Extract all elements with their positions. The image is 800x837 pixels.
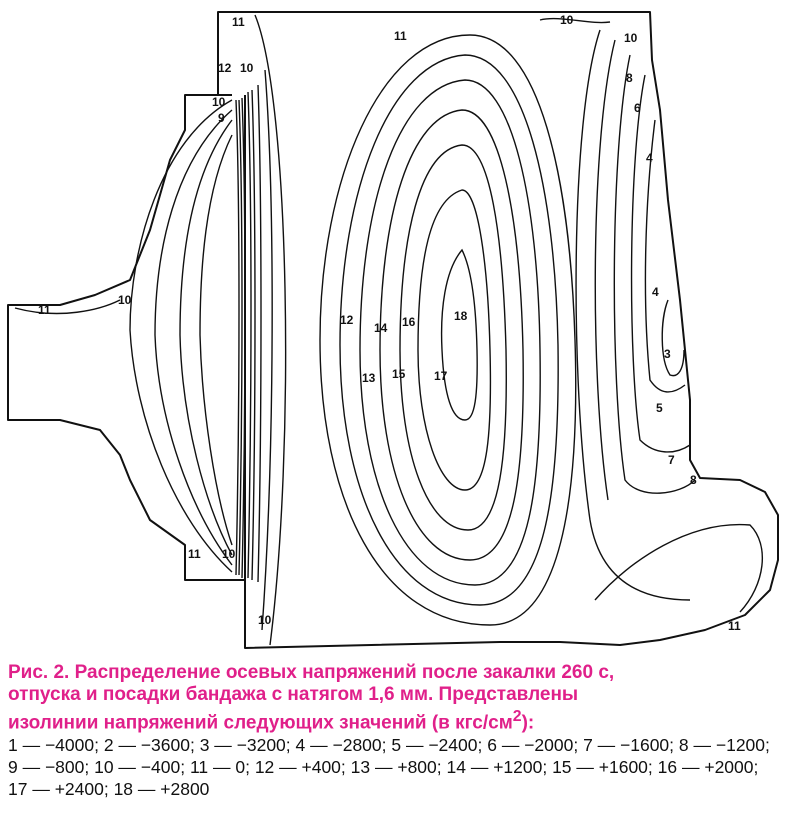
contour-label: 11: [188, 547, 201, 561]
contour-label: 12: [218, 61, 232, 75]
contour-band-11: [255, 15, 286, 645]
contour-hub-7: [200, 135, 232, 545]
contour-15: [380, 110, 523, 560]
legend-entry: 8 — −1200;: [678, 735, 770, 756]
contour-label: 11: [728, 619, 741, 633]
figure-caption: [8, 662, 794, 800]
contour-label: 4: [652, 285, 659, 299]
legend-entry: 18 — +2800: [113, 779, 210, 800]
isoline-legend: [8, 734, 794, 800]
contour-label: 10: [560, 13, 574, 27]
contour-right-10: [576, 30, 690, 600]
contour-hub-9: [155, 110, 232, 565]
contour-label: 13: [362, 371, 376, 385]
legend-entry: 6 — −2000;: [487, 735, 584, 756]
contour-right-9: [595, 40, 615, 500]
contour-fit-5: [252, 90, 255, 580]
contour-label: 11: [38, 303, 51, 317]
contour-label: 10: [222, 547, 236, 561]
contour-18: [442, 250, 478, 420]
contour-label: 10: [258, 613, 272, 627]
contour-fit-1: [236, 100, 239, 575]
contour-hub-10: [130, 100, 232, 572]
legend-entry: 13 — +800;: [350, 757, 447, 778]
caption-title: [8, 662, 794, 734]
contour-right-6: [632, 75, 690, 452]
contour-label: 8: [626, 71, 633, 85]
caption-superscript: 2: [512, 708, 522, 725]
contour-label: 12: [340, 313, 354, 327]
contour-label: 17: [434, 369, 448, 383]
contour-bottom-11: [595, 525, 762, 612]
caption-line: отпуска и посадки бандажа с натягом 1,6 мм. Представлены: [8, 684, 579, 705]
contour-label: 11: [232, 15, 245, 29]
legend-entry: 12 — +400;: [254, 757, 351, 778]
legend-entry: 7 — −1600;: [583, 735, 679, 756]
contour-label: 10: [624, 31, 638, 45]
contour-label: 16: [402, 315, 416, 329]
contour-label: 4: [646, 151, 653, 165]
caption-text: ):: [521, 712, 535, 734]
legend-entry: 10 — −400;: [94, 757, 190, 778]
legend-entry: 15 — +1600;: [552, 757, 658, 778]
caption-line: [8, 706, 794, 734]
contour-band-10: [262, 70, 272, 630]
contour-17: [418, 190, 490, 490]
legend-entry: 17 — +2400;: [8, 779, 114, 800]
legend-entry: 9 — −800;: [8, 757, 95, 778]
contour-label: 9: [218, 111, 225, 125]
contour-hub-8: [180, 120, 232, 555]
contour-label: 7: [668, 453, 675, 467]
contour-12: [320, 35, 576, 625]
legend-entry: 14 — +1200;: [446, 757, 553, 778]
contour-label: 5: [656, 401, 663, 415]
flange-line: [185, 95, 232, 580]
caption-text: изолинии напряжений следующих значений (в кгс/см: [8, 712, 513, 734]
contour-fit-4: [248, 92, 251, 578]
contour-bottom-10: [540, 19, 610, 23]
legend-entry: 16 — +2000;: [657, 757, 759, 778]
contour-label: 8: [690, 473, 697, 487]
contour-fit-6: [258, 85, 261, 582]
legend-entry: 4 — −2800;: [295, 735, 392, 756]
contour-label: 3: [664, 347, 671, 361]
contour-13: [340, 55, 558, 605]
contour-label: 11: [394, 29, 407, 43]
contour-label: 10: [240, 61, 254, 75]
legend-entry: 5 — −2400;: [391, 735, 488, 756]
contour-label: 10: [118, 293, 132, 307]
contour-label: 14: [374, 321, 388, 335]
contour-label: 18: [454, 309, 468, 323]
legend-entry: 1 — −4000;: [8, 735, 104, 756]
legend-entry: 3 — −3200;: [199, 735, 296, 756]
contour-label: 15: [392, 367, 406, 381]
legend-entry: 11 — 0;: [189, 757, 255, 778]
contour-label: 6: [634, 101, 641, 115]
contour-label: 10: [212, 95, 226, 109]
legend-entry: 2 — −3600;: [103, 735, 200, 756]
caption-line: Рис. 2. Распределение осевых напряжений после закалки 260 с,: [8, 662, 615, 683]
